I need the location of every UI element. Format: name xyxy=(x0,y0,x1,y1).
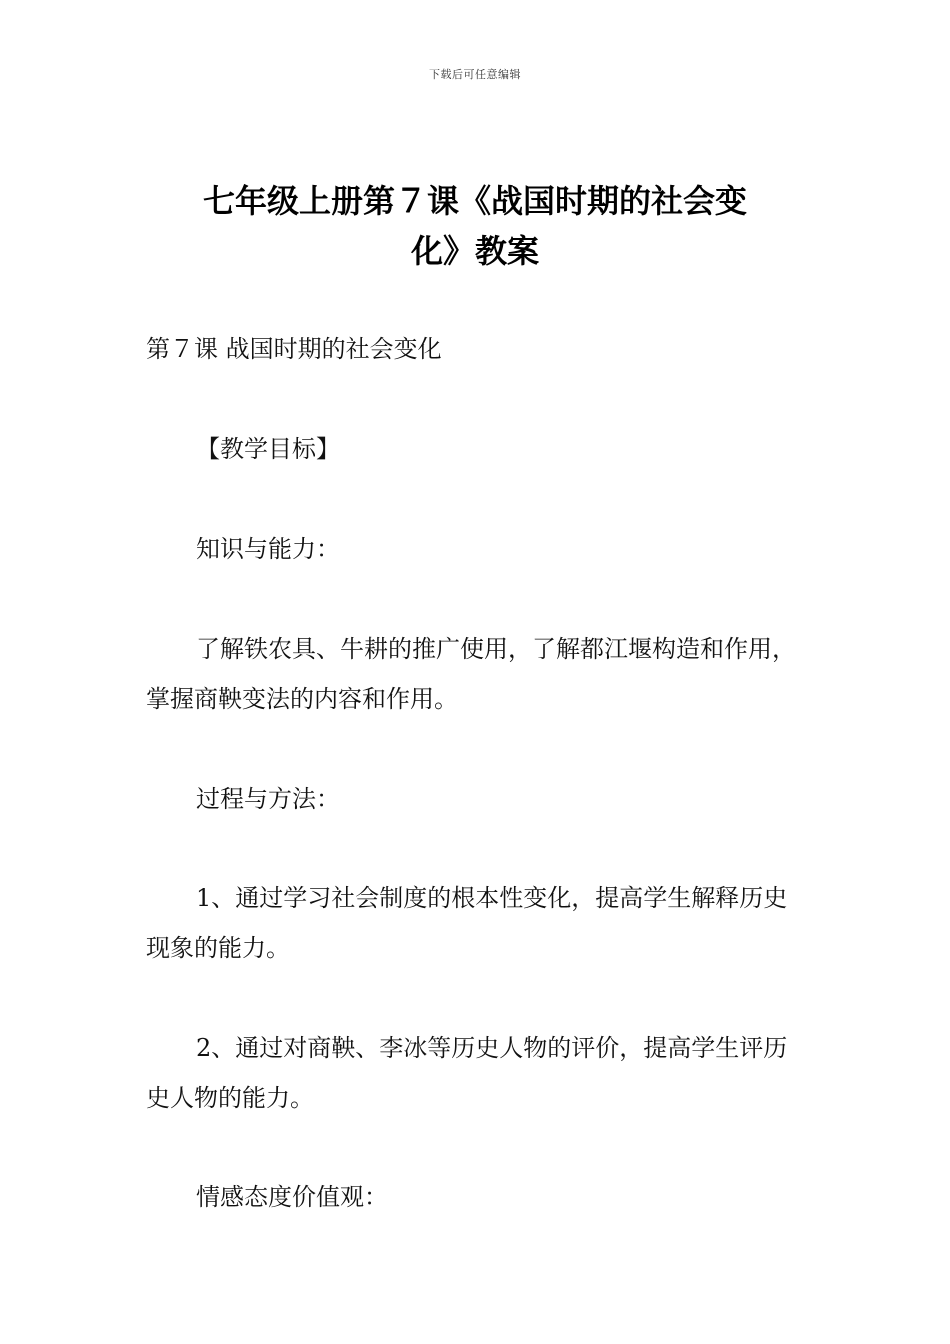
knowledge-heading: 知识与能力： xyxy=(196,535,340,563)
lesson-heading: 第７课 战国时期的社会变化 xyxy=(146,335,442,363)
header-note: 下载后可任意编辑 xyxy=(429,68,521,81)
process-item-1: 1、通过学习社会制度的根本性变化，提高学生解释历史现象的能力。 xyxy=(146,884,788,962)
document-title-line-2: 化》教案 xyxy=(410,232,539,270)
section-objectives-heading: 【教学目标】 xyxy=(196,435,340,463)
process-heading: 过程与方法： xyxy=(196,785,340,813)
knowledge-paragraph: 了解铁农具、牛耕的推广使用，了解都江堰构造和作用，掌握商鞅变法的内容和作用。 xyxy=(146,635,796,713)
attitude-heading: 情感态度价值观： xyxy=(196,1183,388,1211)
document-title xyxy=(150,176,800,276)
process-item-2: 2、通过对商鞅、李冰等历史人物的评价，提高学生评历史人物的能力。 xyxy=(146,1034,788,1112)
document-title-line-1: 七年级上册第７课《战国时期的社会变 xyxy=(202,182,747,220)
